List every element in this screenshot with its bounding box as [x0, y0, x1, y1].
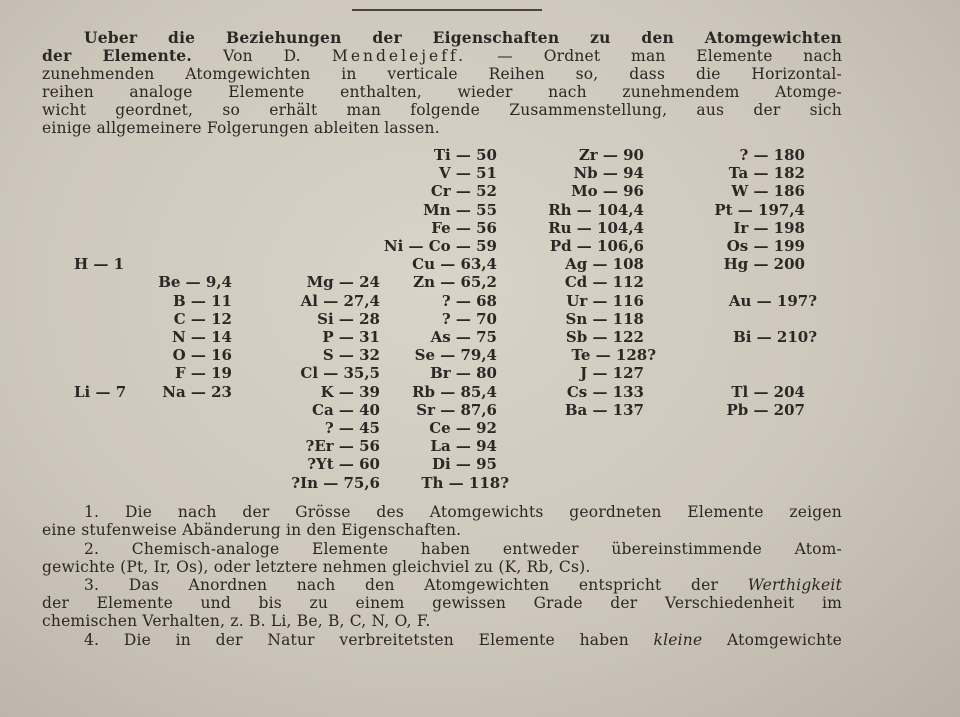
- note-3-line-1: [84, 576, 842, 594]
- element-entry: Zr — 90: [578, 146, 644, 164]
- note-text: 4. Die in der Natur verbreitetsten Elemente haben: [84, 631, 629, 649]
- element-entry: Li — 7: [74, 382, 127, 401]
- element-entry: Ti — 50: [433, 146, 497, 164]
- element-entry: Ba — 137: [564, 400, 644, 419]
- element-entry: Si — 28: [317, 309, 380, 328]
- element-entry: F — 19: [175, 364, 232, 383]
- note-text: Atomgewichte: [727, 631, 842, 649]
- element-entry: Ce — 92: [429, 419, 497, 437]
- element-entry: Ni — Co — 59: [383, 237, 497, 255]
- element-entry: Se — 79,4: [414, 346, 497, 365]
- element-entry: O — 16: [172, 346, 232, 365]
- element-entry: As — 75: [430, 328, 497, 346]
- element-entry: ?Er — 56: [305, 437, 380, 456]
- author-name: Mendelejeff.: [331, 47, 467, 65]
- element-entry: Na — 23: [162, 382, 232, 401]
- element-entry: Sb — 122: [565, 328, 644, 346]
- element-entry: Sr — 87,6: [416, 400, 497, 419]
- element-entry: Be — 9,4: [158, 273, 232, 292]
- element-entry: Ta — 182: [728, 164, 805, 183]
- element-entry: Th — 118?: [421, 473, 509, 492]
- element-entry: J — 127: [580, 364, 644, 383]
- element-entry: Sn — 118: [565, 309, 644, 328]
- element-entry: ?In — 75,6: [291, 473, 380, 492]
- element-entry: Tl — 204: [731, 382, 805, 401]
- element-entry: ?Yt — 60: [307, 455, 380, 474]
- element-entry: Ir — 198: [733, 218, 805, 237]
- intro-title: Ueber die Beziehungen der Eigenschaften zu den Atomgewichten: [84, 28, 842, 47]
- element-entry: ? — 68: [441, 291, 497, 310]
- note-3-line-3: chemischen Verhalten, z. B. Li, Be, B, C, N, O, F.: [42, 612, 431, 630]
- element-entry: Cu — 63,4: [412, 255, 497, 274]
- element-entry: Hg — 200: [723, 255, 805, 274]
- intro-text: der Elemente.: [42, 46, 192, 65]
- element-entry: Ag — 108: [565, 255, 644, 274]
- element-entry: Ur — 116: [566, 291, 644, 310]
- element-entry: ? — 70: [441, 309, 497, 328]
- element-entry: Pb — 207: [726, 400, 805, 419]
- element-entry: Mo — 96: [571, 182, 644, 201]
- element-entry: Cr — 52: [430, 182, 497, 201]
- intro-line-3: zunehmenden Atomgewichten in verticale Reihen so, dass die Horizontal-: [42, 65, 842, 83]
- element-entry: H — 1: [74, 255, 125, 274]
- note-4-line-1: [84, 631, 842, 649]
- element-entry: Fe — 56: [431, 218, 497, 237]
- element-entry: S — 32: [322, 346, 380, 365]
- note-1-line-1: 1. Die nach der Grösse des Atomgewichts geordneten Elemente zeigen: [84, 503, 842, 521]
- element-entry: B — 11: [173, 291, 232, 310]
- element-entry: Te — 128?: [571, 346, 656, 365]
- note-2-line-1: 2. Chemisch-analoge Elemente haben entweder übereinstimmende Atom-: [84, 540, 842, 558]
- element-entry: V — 51: [439, 164, 497, 183]
- element-entry: Pd — 106,6: [549, 237, 644, 255]
- note-text: 3. Das Anordnen nach den Atomgewichten entspricht der: [84, 576, 719, 594]
- note-2-line-2: gewichte (Pt, Ir, Os), oder letztere nehmen gleichviel zu (K, Rb, Cs).: [42, 558, 591, 576]
- element-entry: Mg — 24: [306, 273, 380, 292]
- note-emphasis: kleine: [653, 631, 703, 649]
- element-entry: Pt — 197,4: [714, 200, 805, 219]
- intro-text: — Ordnet man Elemente nach: [497, 47, 842, 65]
- element-entry: Ca — 40: [312, 400, 380, 419]
- element-entry: P — 31: [322, 328, 380, 346]
- element-entry: ? — 45: [324, 419, 380, 437]
- element-entry: La — 94: [430, 437, 497, 456]
- intro-line-5: wicht geordnet, so erhält man folgende Zusammenstellung, aus der sich: [42, 101, 842, 119]
- element-entry: W — 186: [731, 182, 805, 201]
- element-entry: Mn — 55: [423, 200, 497, 219]
- element-entry: Cs — 133: [566, 382, 644, 401]
- intro-line-6: einige allgemeinere Folgerungen ableiten lassen.: [42, 119, 440, 137]
- element-entry: Rb — 85,4: [412, 382, 497, 401]
- element-entry: ? — 180: [739, 146, 805, 164]
- intro-line-4: reihen analoge Elemente enthalten, wieder nach zunehmendem Atomge-: [42, 83, 842, 101]
- element-entry: Os — 199: [726, 237, 805, 255]
- intro-text: Von D.: [223, 47, 301, 65]
- element-entry: Zn — 65,2: [413, 273, 497, 292]
- element-entry: N — 14: [171, 328, 232, 346]
- element-entry: Au — 197?: [728, 291, 817, 310]
- note-1-line-2: eine stufenweise Abänderung in den Eigenschaften.: [42, 521, 462, 539]
- element-entry: Di — 95: [431, 455, 497, 474]
- element-entry: Nb — 94: [573, 164, 644, 183]
- note-emphasis: Werthigkeit: [747, 576, 842, 594]
- element-entry: Bi — 210?: [733, 328, 817, 346]
- element-entry: Ru — 104,4: [548, 218, 644, 237]
- element-entry: K — 39: [320, 382, 380, 401]
- element-entry: Al — 27,4: [300, 291, 380, 310]
- element-entry: C — 12: [173, 309, 232, 328]
- element-entry: Cl — 35,5: [300, 364, 380, 383]
- element-entry: Cd — 112: [564, 273, 644, 292]
- element-entry: Rh — 104,4: [548, 200, 644, 219]
- element-entry: Br — 80: [430, 364, 497, 383]
- note-3-line-2: der Elemente und bis zu einem gewissen Grade der Verschiedenheit im: [42, 594, 842, 612]
